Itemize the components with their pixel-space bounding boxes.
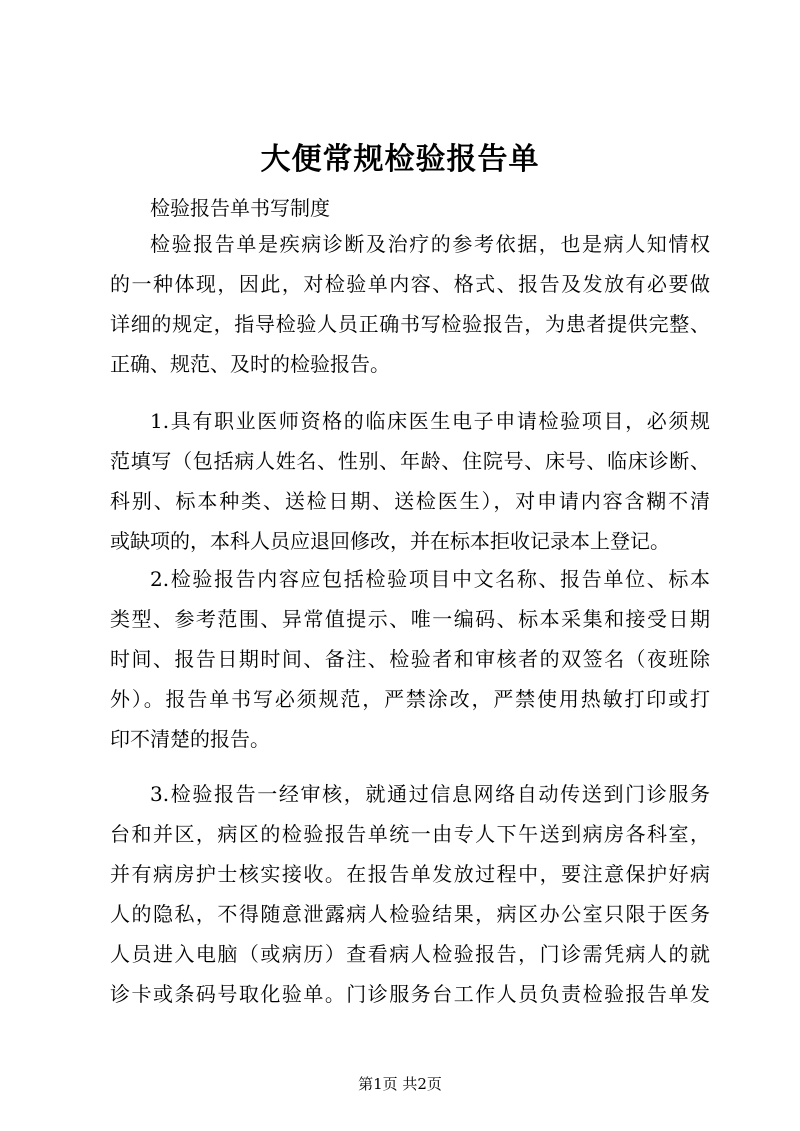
paragraph-line: 的一种体现，因此，对检验单内容、格式、报告及发放有必要做 — [110, 272, 710, 296]
paragraph-line: 台和并区，病区的检验报告单统一由专人下午送到病房各科室， — [110, 822, 710, 846]
page-number-footer: 第1页 共2页 — [358, 1075, 442, 1093]
paragraph-line: 3.检验报告一经审核，就通过信息网络自动传送到门诊服务 — [150, 782, 710, 806]
paragraph-line: 或缺项的，本科人员应退回修改，并在标本拒收记录本上登记。 — [110, 529, 670, 553]
paragraph-line: 诊卡或条码号取化验单。门诊服务台工作人员负责检验报告单发 — [110, 982, 710, 1006]
document-title: 大便常规检验报告单 — [260, 142, 540, 177]
paragraph-line: 类型、参考范围、异常值提示、唯一编码、标本采集和接受日期 — [110, 607, 710, 631]
paragraph-line: 并有病房护士核实接收。在报告单发放过程中，要注意保护好病 — [110, 862, 710, 886]
paragraph-line: 科别、标本种类、送检日期、送检医生），对申请内容含糊不清 — [110, 489, 710, 513]
paragraph-line: 正确、规范、及时的检验报告。 — [110, 352, 390, 376]
paragraph-line: 人员进入电脑（或病历）查看病人检验报告，门诊需凭病人的就 — [110, 942, 710, 966]
paragraph-line: 外）。报告单书写必须规范，严禁涂改，严禁使用热敏打印或打 — [110, 687, 710, 711]
paragraph-line: 时间、报告日期时间、备注、检验者和审核者的双签名（夜班除 — [110, 647, 710, 671]
paragraph-line: 详细的规定，指导检验人员正确书写检验报告，为患者提供完整、 — [110, 312, 710, 336]
paragraph-line: 2.检验报告内容应包括检验项目中文名称、报告单位、标本 — [150, 567, 710, 591]
document-subheading: 检验报告单书写制度 — [150, 196, 330, 220]
paragraph-line: 印不清楚的报告。 — [110, 727, 270, 751]
paragraph-line: 检验报告单是疾病诊断及治疗的参考依据，也是病人知情权 — [150, 232, 710, 256]
paragraph-line: 人的隐私，不得随意泄露病人检验结果，病区办公室只限于医务 — [110, 902, 710, 926]
paragraph-line: 1.具有职业医师资格的临床医生电子申请检验项目，必须规 — [150, 409, 710, 433]
paragraph-line: 范填写（包括病人姓名、性别、年龄、住院号、床号、临床诊断、 — [110, 449, 710, 473]
